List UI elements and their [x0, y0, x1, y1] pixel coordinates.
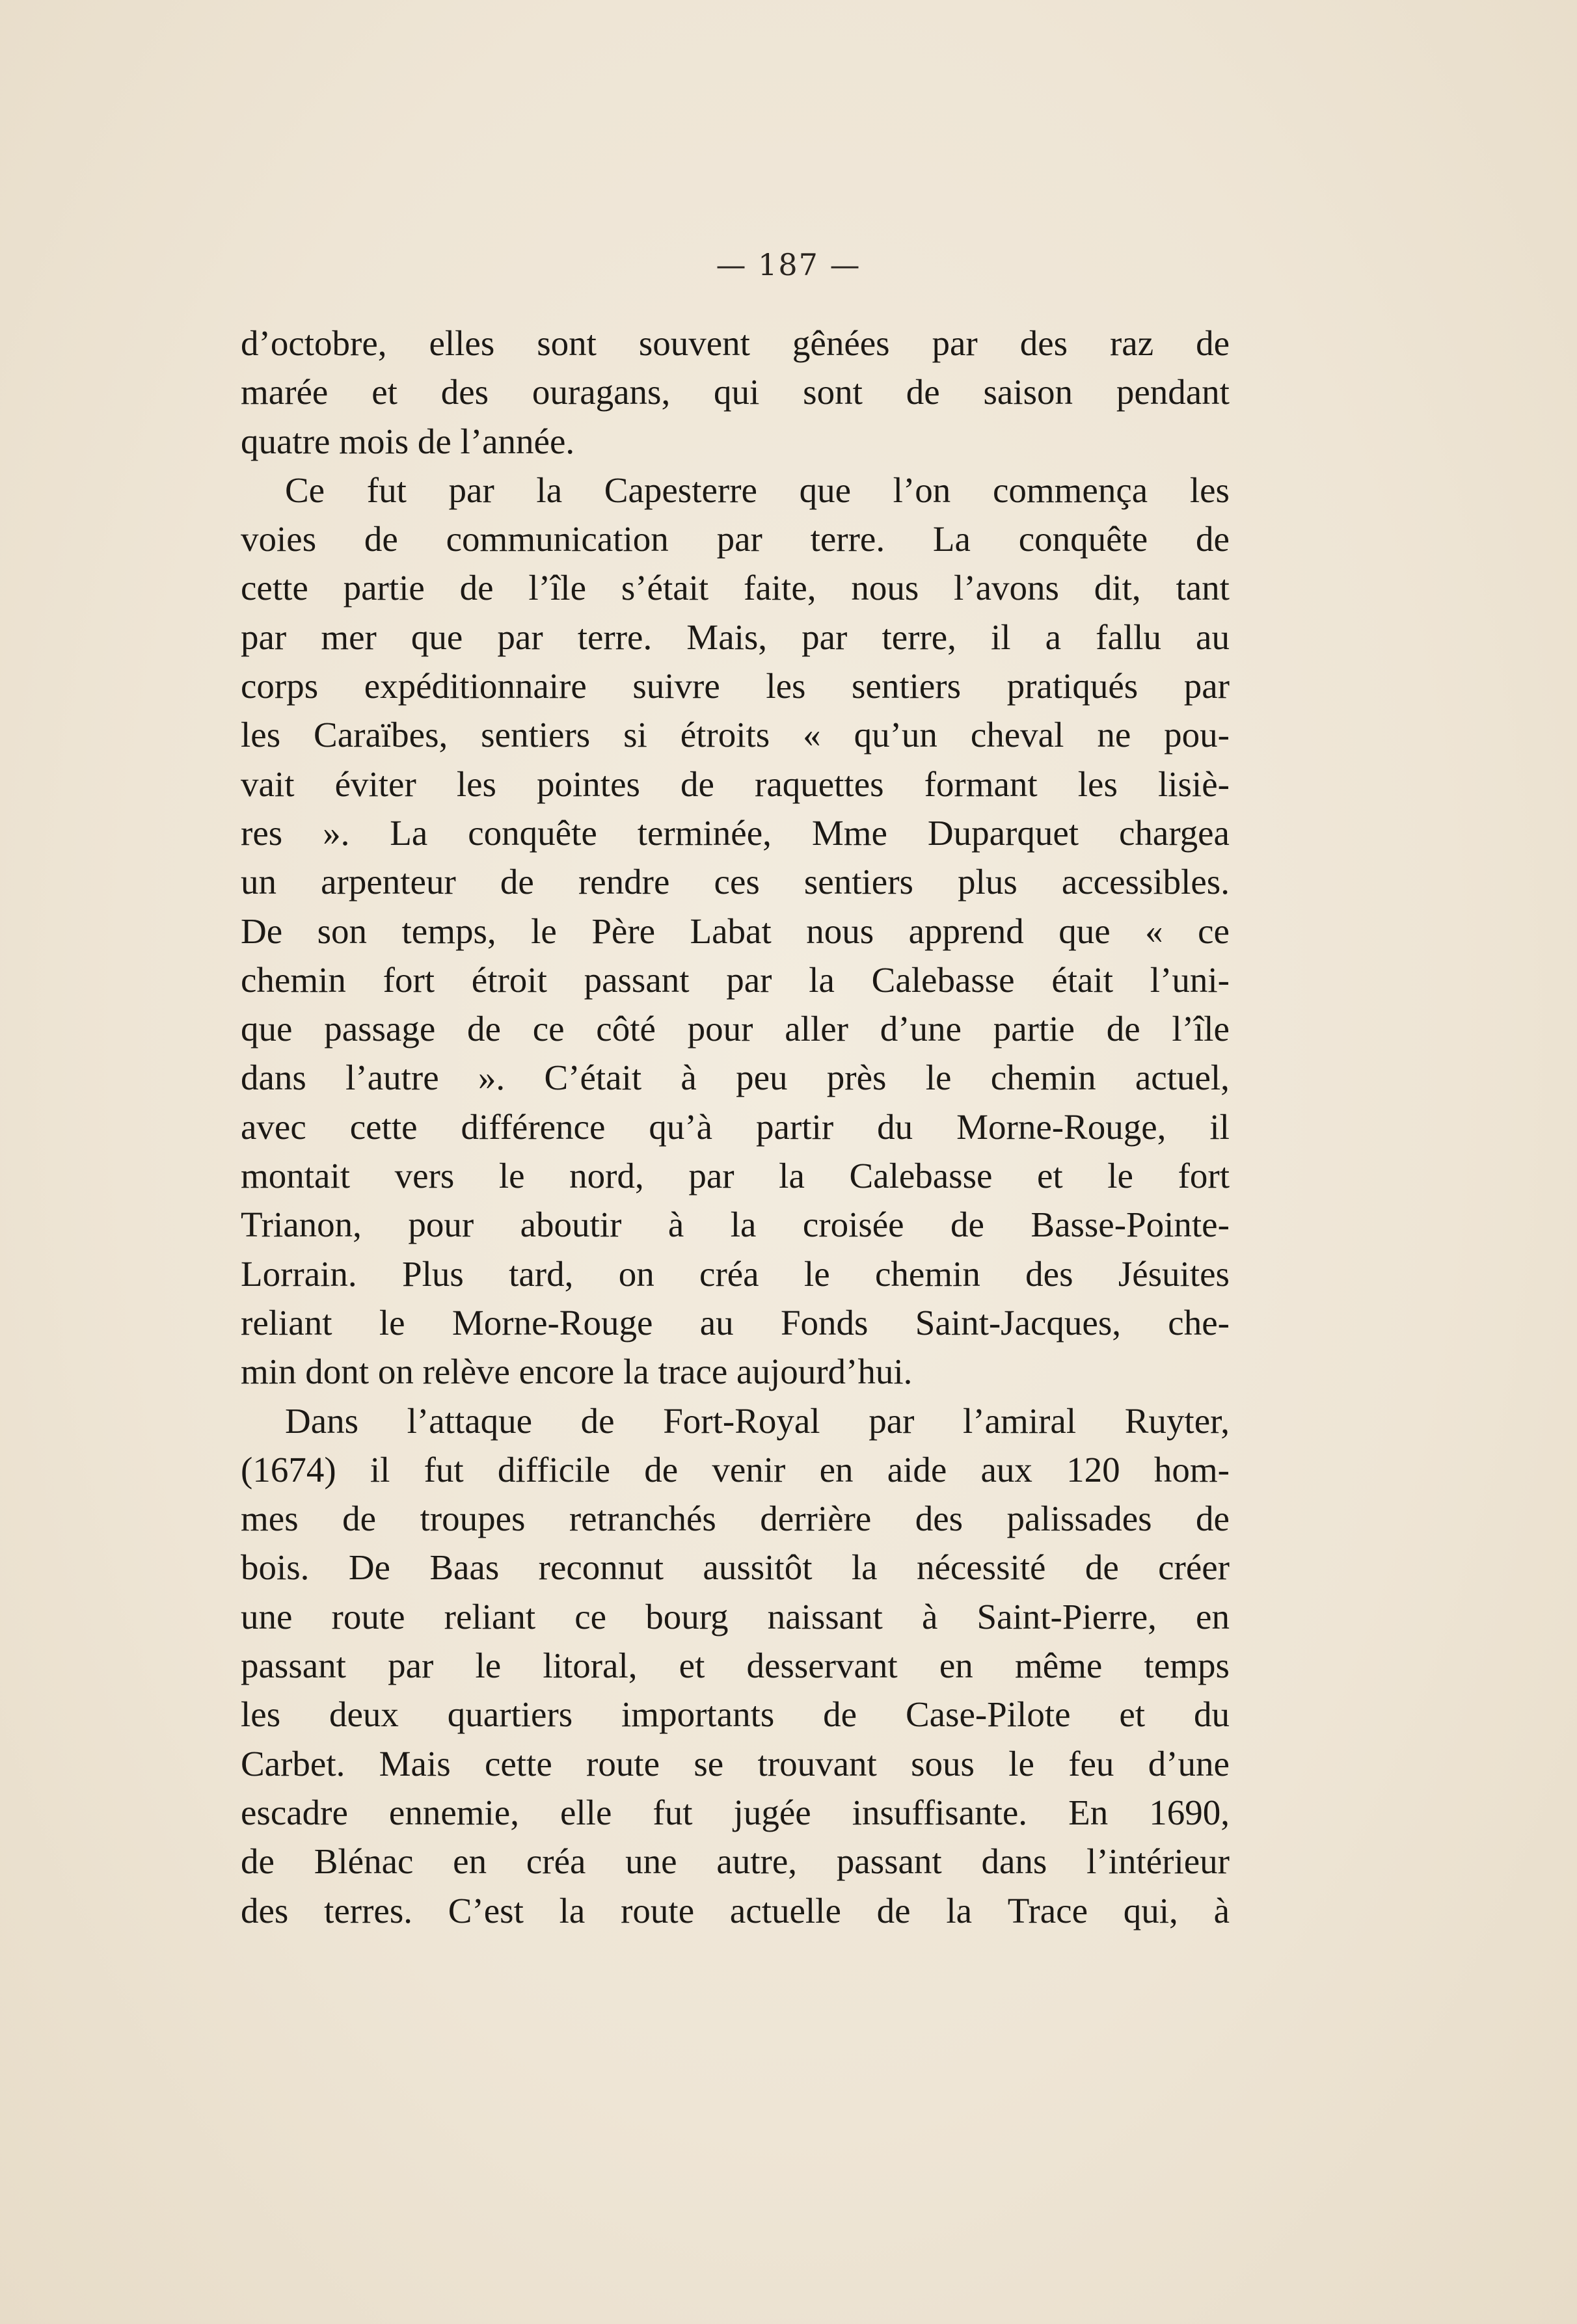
text-line: min dont on relève encore la trace aujourd’hui.: [241, 1352, 913, 1392]
text-line: res ». La conquête terminée, Mme Duparquet chargea: [241, 812, 1230, 853]
text-line: les Caraïbes, sentiers si étroits « qu’un cheval ne pou-: [241, 715, 1230, 755]
body-text: [241, 319, 1230, 1935]
text-line: marée et des ouragans, qui sont de saison pendant: [241, 372, 1230, 412]
text-line: les deux quartiers importants de Case-Pilote et du: [241, 1694, 1230, 1735]
text-line: Carbet. Mais cette route se trouvant sous le feu d’une: [241, 1743, 1230, 1783]
text-line: (1674) il fut difficile de venir en aide aux 120 hom-: [241, 1449, 1230, 1489]
text-line: bois. De Baas reconnut aussitôt la nécessité de créer: [241, 1547, 1230, 1588]
text-line: avec cette différence qu’à partir du Morne-Rouge, il: [241, 1106, 1230, 1147]
text-line: Trianon, pour aboutir à la croisée de Basse-Pointe-: [241, 1205, 1230, 1245]
text-line: Ce fut par la Capesterre que l’on commença les: [285, 470, 1230, 510]
text-line: d’octobre, elles sont souvent gênées par des raz de: [241, 323, 1230, 363]
text-line: par mer que par terre. Mais, par terre, il a fallu au: [241, 617, 1230, 657]
text-line: Dans l’attaque de Fort-Royal par l’amiral Ruyter,: [285, 1400, 1230, 1441]
text-line: reliant le Morne-Rouge au Fonds Saint-Jacques, che-: [241, 1302, 1230, 1342]
text-line: vait éviter les pointes de raquettes formant les lisiè-: [241, 764, 1230, 804]
text-line: des terres. C’est la route actuelle de la Trace qui, à: [241, 1890, 1230, 1930]
text-line: montait vers le nord, par la Calebasse et le fort: [241, 1156, 1230, 1196]
text-line: chemin fort étroit passant par la Calebasse était l’uni-: [241, 959, 1230, 1000]
text-line: une route reliant ce bourg naissant à Saint-Pierre, en: [241, 1596, 1230, 1636]
text-line: mes de troupes retranchés derrière des palissades de: [241, 1499, 1230, 1539]
text-line: passant par le litoral, et desservant en même temps: [241, 1646, 1230, 1686]
text-line: voies de communication par terre. La conquête de: [241, 519, 1230, 559]
text-line: escadre ennemie, elle fut jugée insuffisante. En 1690,: [241, 1792, 1230, 1832]
text-line: de Blénac en créa une autre, passant dans l’intérieur: [241, 1841, 1230, 1882]
page-number: — 187 —: [716, 247, 861, 282]
text-line: un arpenteur de rendre ces sentiers plus accessibles.: [241, 862, 1230, 902]
text-line: que passage de ce côté pour aller d’une partie de l’île: [241, 1009, 1230, 1049]
paragraph-2: [241, 466, 1230, 1396]
text-line: cette partie de l’île s’était faite, nous l’avons dit, tant: [241, 568, 1230, 608]
text-line: Lorrain. Plus tard, on créa le chemin des Jésuites: [241, 1253, 1230, 1294]
text-line: quatre mois de l’année.: [241, 421, 575, 461]
paragraph-1: [241, 319, 1230, 466]
text-line: corps expéditionnaire suivre les sentiers pratiqués par: [241, 666, 1230, 706]
paragraph-3: [241, 1396, 1230, 1935]
text-line: dans l’autre ». C’était à peu près le chemin actuel,: [241, 1058, 1230, 1098]
text-line: De son temps, le Père Labat nous apprend que « ce: [241, 911, 1230, 951]
